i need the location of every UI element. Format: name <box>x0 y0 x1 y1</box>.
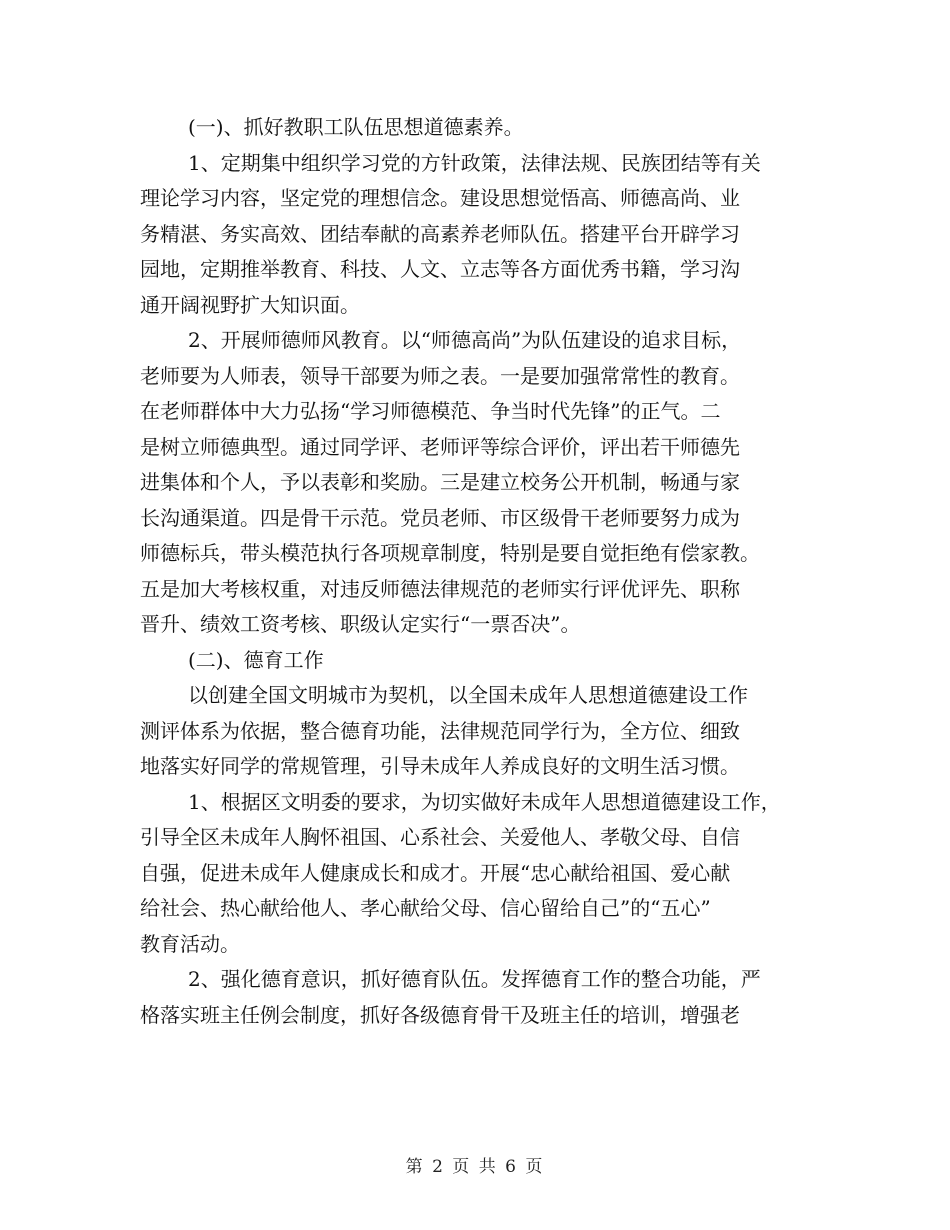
text-line: 长沟通渠道。四是骨干示范。党员老师、市区级骨干老师要努力成为 <box>140 505 740 530</box>
document-body <box>140 110 830 1033</box>
text-line: 通开阔视野扩大知识面。 <box>140 292 360 317</box>
text-line: (一)、抓好教职工队伍思想道德素养。 <box>188 115 524 139</box>
text-line: 给社会、热心献给他人、孝心献给父母、信心留给自己”的“五心” <box>140 896 711 920</box>
text-line: 园地，定期推举教育、科技、人文、立志等各方面优秀书籍，学习沟 <box>140 257 740 281</box>
text-line: 教育活动。 <box>140 931 240 956</box>
text-line: 务精湛、务实高效、团结奉献的高素养老师队伍。搭建平台开辟学习 <box>140 221 740 246</box>
text-line: 地落实好同学的常规管理，引导未成年人养成良好的文明生活习惯。 <box>140 754 740 778</box>
text-line: 在老师群体中大力弘扬“学习师德模范、争当时代先锋”的正气。二 <box>140 399 721 423</box>
text-line: 是树立师德典型。通过同学评、老师评等综合评价，评出若干师德先 <box>140 434 740 459</box>
text-line: 进集体和个人，予以表彰和奖励。三是建立校务公开机制，畅通与家 <box>140 470 740 494</box>
text-line: 1、根据区文明委的要求，为切实做好未成年人思想道德建设工作， <box>188 789 781 814</box>
text-line: 老师要为人师表，领导干部要为师之表。一是要加强常常性的教育。 <box>140 363 740 388</box>
text-line: 引导全区未成年人胸怀祖国、心系社会、关爱他人、孝敬父母、自信 <box>140 825 740 849</box>
text-line: 1、定期集中组织学习党的方针政策，法律法规、民族团结等有关 <box>188 150 761 175</box>
text-line: 理论学习内容，坚定党的理想信念。建设思想觉悟高、师德高尚、业 <box>140 186 740 210</box>
text-line: 晋升、绩效工资考核、职级认定实行“一票否决”。 <box>140 612 581 636</box>
text-line: 2、开展师德师风教育。以“师德高尚”为队伍建设的追求目标， <box>188 328 742 352</box>
text-line: 测评体系为依据，整合德育功能，法律规范同学行为，全方位、细致 <box>140 718 740 743</box>
text-line: 以创建全国文明城市为契机，以全国未成年人思想道德建设工作 <box>188 683 748 707</box>
text-line: 自强，促进未成年人健康成长和成才。开展“忠心献给祖国、爱心献 <box>140 860 731 885</box>
text-line: 五是加大考核权重，对违反师德法律规范的老师实行评优评先、职称 <box>140 576 740 601</box>
text-line: 师德标兵，带头模范执行各项规章制度，特别是要自觉拒绝有偿家教。 <box>140 541 760 565</box>
page-footer: 第 2 页 共 6 页 <box>405 1157 545 1177</box>
text-line: 2、强化德育意识，抓好德育队伍。发挥德育工作的整合功能，严 <box>188 967 761 991</box>
text-line: 格落实班主任例会制度，抓好各级德育骨干及班主任的培训，增强老 <box>140 1002 740 1027</box>
text-line: (二)、德育工作 <box>188 647 324 672</box>
